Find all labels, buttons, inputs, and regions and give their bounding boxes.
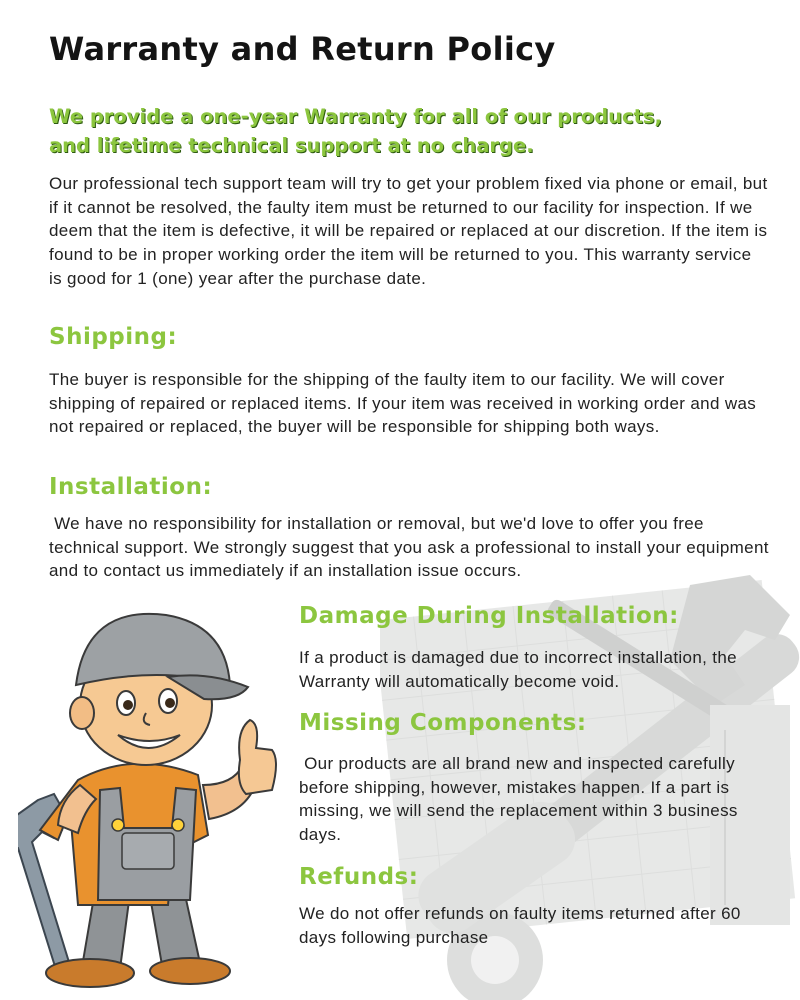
intro-line-1: We provide a one-year Warranty for all of our products, xyxy=(49,105,662,128)
missing-components-paragraph: Our products are all brand new and inspected carefully before shipping, however, mistakes happen. If a part is missing, we will send the replacement within 3 business days. xyxy=(299,754,743,845)
refunds-paragraph: We do not offer refunds on faulty items returned after 60 days following purchase xyxy=(299,904,741,947)
intro-line-2: and lifetime technical support at no charge. xyxy=(49,134,534,157)
warranty-paragraph: Our professional tech support team will try to get your problem fixed via phone or email, but if it cannot be resolved, the faulty item must be returned to our facility for inspection. If we deem that the item is defective, it will be repaired or replaced at our discretion. If the item is found to be in proper working order the item will be returned to you. This warranty service is good for 1 (one) year after the purchase date. xyxy=(49,174,768,288)
mechanic-mascot-illustration xyxy=(18,585,293,990)
missing-components-heading: Missing Components: xyxy=(299,710,587,736)
shipping-paragraph: The buyer is responsible for the shipping of the faulty item to our facility. We will cover shipping of repaired or replaced items. If your item was received in working order and was not repaired or replaced, the buyer will be responsible for shipping both ways. xyxy=(49,370,757,437)
damage-heading: Damage During Installation: xyxy=(299,603,679,629)
installation-heading: Installation: xyxy=(49,474,213,500)
page-title: Warranty and Return Policy xyxy=(49,30,556,68)
shipping-heading: Shipping: xyxy=(49,324,178,350)
warranty-intro xyxy=(49,102,662,160)
refunds-heading: Refunds: xyxy=(299,864,419,890)
installation-paragraph: We have no responsibility for installation or removal, but we'd love to offer you free technical support. We strongly suggest that you ask a professional to install your equipment and to contact us immediately if an installation issue occurs. xyxy=(49,514,774,581)
damage-paragraph: If a product is damaged due to incorrect installation, the Warranty will automatically become void. xyxy=(299,648,737,691)
